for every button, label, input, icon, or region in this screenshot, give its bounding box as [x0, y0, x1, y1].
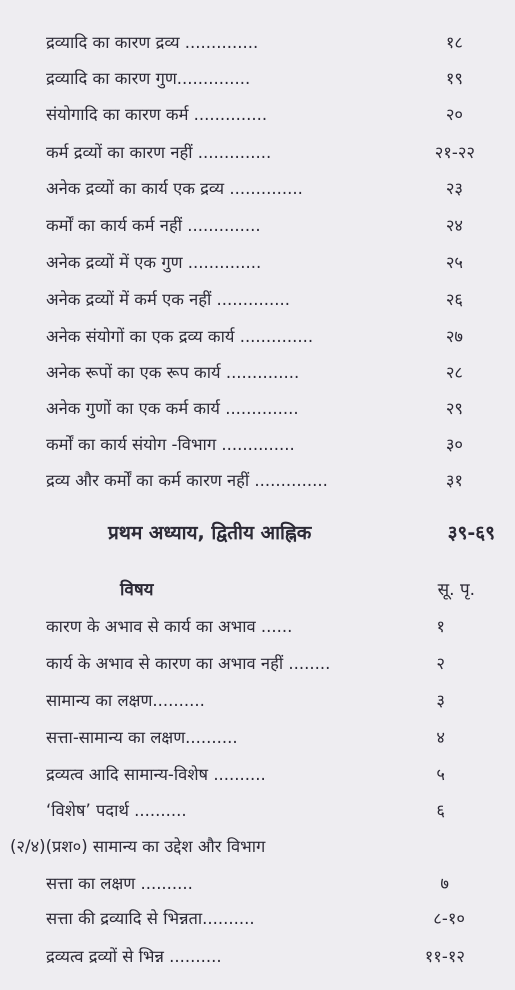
toc-entry-page: ३: [436, 691, 445, 710]
chapter-heading-pages: ३९-६९: [447, 522, 495, 544]
section-marker-text: (२/४)(प्रश०) सामान्य का उद्देश और विभाग: [10, 837, 266, 856]
column-header-sutra-page: सू. पृ.: [437, 580, 475, 600]
toc-entry-title: अनेक द्रव्यों में एक गुण ..............: [46, 253, 262, 272]
toc-entry-title: अनेक संयोगों का एक द्रव्य कार्य ..............: [46, 327, 314, 346]
toc-entry-page: २८: [445, 363, 463, 382]
toc-entry-title: अनेक गुणों का एक कर्म कार्य ..............: [46, 399, 299, 418]
toc-entry: [0, 869, 515, 899]
toc-entry: [0, 394, 515, 424]
toc-entry-page: ८-१०: [433, 909, 465, 928]
toc-entry-page: २९: [445, 399, 463, 418]
toc-entry-page: २: [436, 654, 445, 673]
chapter-heading: [0, 515, 515, 551]
toc-entry: [0, 100, 515, 130]
toc-entry: [0, 760, 515, 790]
column-header-subject: विषय: [120, 580, 154, 600]
toc-entry-title: अनेक द्रव्यों में कर्म एक नहीं ..............: [46, 290, 290, 309]
toc-entry-page: १: [436, 617, 445, 636]
toc-entry-title: अनेक द्रव्यों का कार्य एक द्रव्य ..............: [46, 179, 303, 198]
toc-entry-page: ४: [436, 728, 445, 747]
toc-entry-title: कारण के अभाव से कार्य का अभाव ......: [46, 617, 293, 636]
toc-entry-title: द्रव्यादि का कारण गुण..............: [46, 69, 251, 88]
section-marker: [0, 832, 515, 862]
toc-entry-title: संयोगादि का कारण कर्म ..............: [46, 105, 268, 124]
toc-entry: [0, 138, 515, 168]
toc-entry-page: ३०: [445, 435, 463, 454]
toc-entry: [0, 322, 515, 352]
toc-entry-title: अनेक रूपों का एक रूप कार्य ..............: [46, 363, 300, 382]
toc-entry-page: २०: [445, 105, 463, 124]
toc-entry-page: २५: [445, 253, 463, 272]
toc-entry: [0, 28, 515, 58]
chapter-heading-title: प्रथम अध्याय, द्वितीय आह्निक: [108, 522, 312, 544]
toc-entry-page: २४: [445, 216, 463, 235]
toc-entry: [0, 211, 515, 241]
toc-entry-title: द्रव्यत्व द्रव्यों से भिन्न ..........: [46, 947, 222, 966]
toc-entry-page: १८: [445, 33, 463, 52]
toc-entry-page: २६: [445, 290, 463, 309]
toc-entry-title: सामान्य का लक्षण..........: [46, 691, 205, 710]
toc-entry: [0, 796, 515, 826]
toc-entry: [0, 466, 515, 496]
toc-entry-title: द्रव्यत्व आदि सामान्य-विशेष ..........: [46, 765, 266, 784]
toc-entry: [0, 612, 515, 642]
toc-entry: [0, 649, 515, 679]
toc-entry-page: २१-२२: [434, 143, 475, 162]
toc-entry: [0, 248, 515, 278]
toc-entry: [0, 430, 515, 460]
toc-entry-title: द्रव्यादि का कारण द्रव्य ..............: [46, 33, 259, 52]
toc-entry: [0, 686, 515, 716]
toc-entry: [0, 174, 515, 204]
toc-entry-page: ११-१२: [424, 947, 465, 966]
toc-entry-page: ३१: [445, 471, 463, 490]
toc-entry-title: सत्ता का लक्षण ..........: [46, 874, 193, 893]
toc-entry: [0, 904, 515, 934]
toc-entry-title: द्रव्य और कर्मों का कर्म कारण नहीं ..............: [46, 471, 328, 490]
toc-entry-title: कर्मों का कार्य कर्म नहीं ..............: [46, 216, 261, 235]
toc-entry: [0, 358, 515, 388]
column-header: [0, 574, 515, 606]
toc-entry-title: कार्य के अभाव से कारण का अभाव नहीं ........: [46, 654, 331, 673]
toc-entry: [0, 723, 515, 753]
toc-entry-page: ६: [436, 801, 445, 820]
toc-entry-page: ५: [436, 765, 445, 784]
toc-entry-title: सत्ता-सामान्य का लक्षण..........: [46, 728, 238, 747]
toc-entry: [0, 942, 515, 972]
toc-entry: [0, 285, 515, 315]
toc-entry-page: २३: [445, 179, 463, 198]
toc-entry-page: १९: [445, 69, 463, 88]
toc-entry-title: सत्ता की द्रव्यादि से भिन्नता..........: [46, 909, 255, 928]
toc-entry: [0, 64, 515, 94]
toc-entry-page: २७: [445, 327, 463, 346]
toc-entry-title: कर्मों का कार्य संयोग -विभाग ..............: [46, 435, 295, 454]
toc-entry-page: ७: [440, 874, 449, 893]
toc-entry-title: ‘विशेष’ पदार्थ ..........: [46, 801, 187, 820]
toc-entry-title: कर्म द्रव्यों का कारण नहीं ..............: [46, 143, 272, 162]
